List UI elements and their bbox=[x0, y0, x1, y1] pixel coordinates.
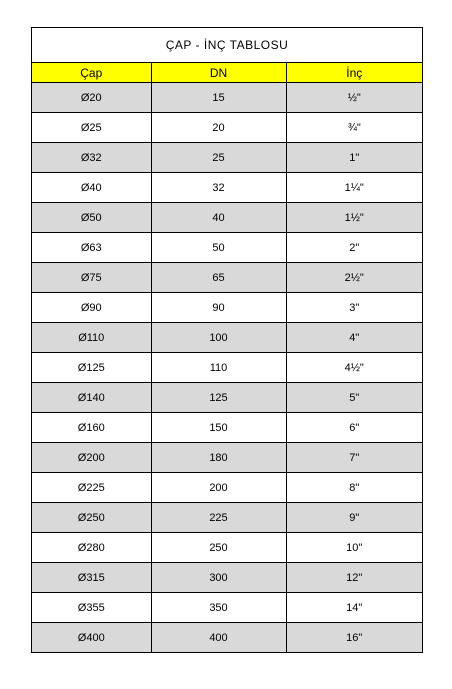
dn-cell: 350 bbox=[151, 593, 286, 623]
cap-cell: Ø400 bbox=[32, 623, 151, 653]
dn-cell: 125 bbox=[151, 383, 286, 413]
dn-cell: 50 bbox=[151, 233, 286, 263]
inc-cell: 7" bbox=[286, 443, 422, 473]
cap-cell: Ø160 bbox=[32, 413, 151, 443]
dn-cell: 90 bbox=[151, 293, 286, 323]
inc-cell: 4" bbox=[286, 323, 422, 353]
column-header-dn: DN bbox=[151, 63, 286, 83]
inc-cell: 8" bbox=[286, 473, 422, 503]
inc-cell: 2½" bbox=[286, 263, 422, 293]
cap-cell: Ø250 bbox=[32, 503, 151, 533]
cap-cell: Ø125 bbox=[32, 353, 151, 383]
table-row bbox=[32, 383, 422, 413]
inc-cell: 6" bbox=[286, 413, 422, 443]
inc-cell: 14" bbox=[286, 593, 422, 623]
table-row bbox=[32, 113, 422, 143]
dn-cell: 180 bbox=[151, 443, 286, 473]
inc-cell: 1" bbox=[286, 143, 422, 173]
dn-cell: 100 bbox=[151, 323, 286, 353]
table-row bbox=[32, 143, 422, 173]
header-row bbox=[32, 63, 422, 83]
table-row bbox=[32, 533, 422, 563]
dn-cell: 40 bbox=[151, 203, 286, 233]
table-row bbox=[32, 443, 422, 473]
inc-cell: ¾" bbox=[286, 113, 422, 143]
dn-cell: 32 bbox=[151, 173, 286, 203]
dn-cell: 20 bbox=[151, 113, 286, 143]
cap-cell: Ø200 bbox=[32, 443, 151, 473]
inc-cell: 1¼" bbox=[286, 173, 422, 203]
cap-cell: Ø40 bbox=[32, 173, 151, 203]
table-row bbox=[32, 263, 422, 293]
cap-cell: Ø63 bbox=[32, 233, 151, 263]
dn-cell: 300 bbox=[151, 563, 286, 593]
dn-cell: 225 bbox=[151, 503, 286, 533]
dn-cell: 250 bbox=[151, 533, 286, 563]
column-header-inc: İnç bbox=[286, 63, 422, 83]
cap-cell: Ø90 bbox=[32, 293, 151, 323]
cap-cell: Ø20 bbox=[32, 83, 151, 113]
inc-cell: 16" bbox=[286, 623, 422, 653]
dn-cell: 25 bbox=[151, 143, 286, 173]
inc-cell: 4½" bbox=[286, 353, 422, 383]
table-row bbox=[32, 593, 422, 623]
table-body bbox=[32, 83, 422, 653]
cap-cell: Ø140 bbox=[32, 383, 151, 413]
cap-cell: Ø280 bbox=[32, 533, 151, 563]
cap-cell: Ø32 bbox=[32, 143, 151, 173]
table-row bbox=[32, 203, 422, 233]
dn-cell: 400 bbox=[151, 623, 286, 653]
table-row bbox=[32, 473, 422, 503]
inc-cell: 3" bbox=[286, 293, 422, 323]
dn-cell: 150 bbox=[151, 413, 286, 443]
dn-cell: 110 bbox=[151, 353, 286, 383]
inc-cell: 2" bbox=[286, 233, 422, 263]
size-table bbox=[32, 63, 422, 652]
cap-cell: Ø315 bbox=[32, 563, 151, 593]
table-row bbox=[32, 563, 422, 593]
table-row bbox=[32, 623, 422, 653]
cap-cell: Ø25 bbox=[32, 113, 151, 143]
cap-cell: Ø110 bbox=[32, 323, 151, 353]
dn-cell: 200 bbox=[151, 473, 286, 503]
dn-cell: 65 bbox=[151, 263, 286, 293]
table-row bbox=[32, 83, 422, 113]
table-title: ÇAP - İNÇ TABLOSU bbox=[32, 28, 422, 63]
table-row bbox=[32, 233, 422, 263]
cap-cell: Ø50 bbox=[32, 203, 151, 233]
column-header-cap: Çap bbox=[32, 63, 151, 83]
table-row bbox=[32, 503, 422, 533]
inc-cell: 5" bbox=[286, 383, 422, 413]
table-row bbox=[32, 323, 422, 353]
inc-cell: ½" bbox=[286, 83, 422, 113]
cap-cell: Ø355 bbox=[32, 593, 151, 623]
inc-cell: 10" bbox=[286, 533, 422, 563]
table-row bbox=[32, 173, 422, 203]
conversion-table bbox=[31, 27, 423, 653]
table-row bbox=[32, 353, 422, 383]
cap-cell: Ø225 bbox=[32, 473, 151, 503]
cap-cell: Ø75 bbox=[32, 263, 151, 293]
inc-cell: 9" bbox=[286, 503, 422, 533]
table-row bbox=[32, 293, 422, 323]
inc-cell: 12" bbox=[286, 563, 422, 593]
inc-cell: 1½" bbox=[286, 203, 422, 233]
table-row bbox=[32, 413, 422, 443]
dn-cell: 15 bbox=[151, 83, 286, 113]
